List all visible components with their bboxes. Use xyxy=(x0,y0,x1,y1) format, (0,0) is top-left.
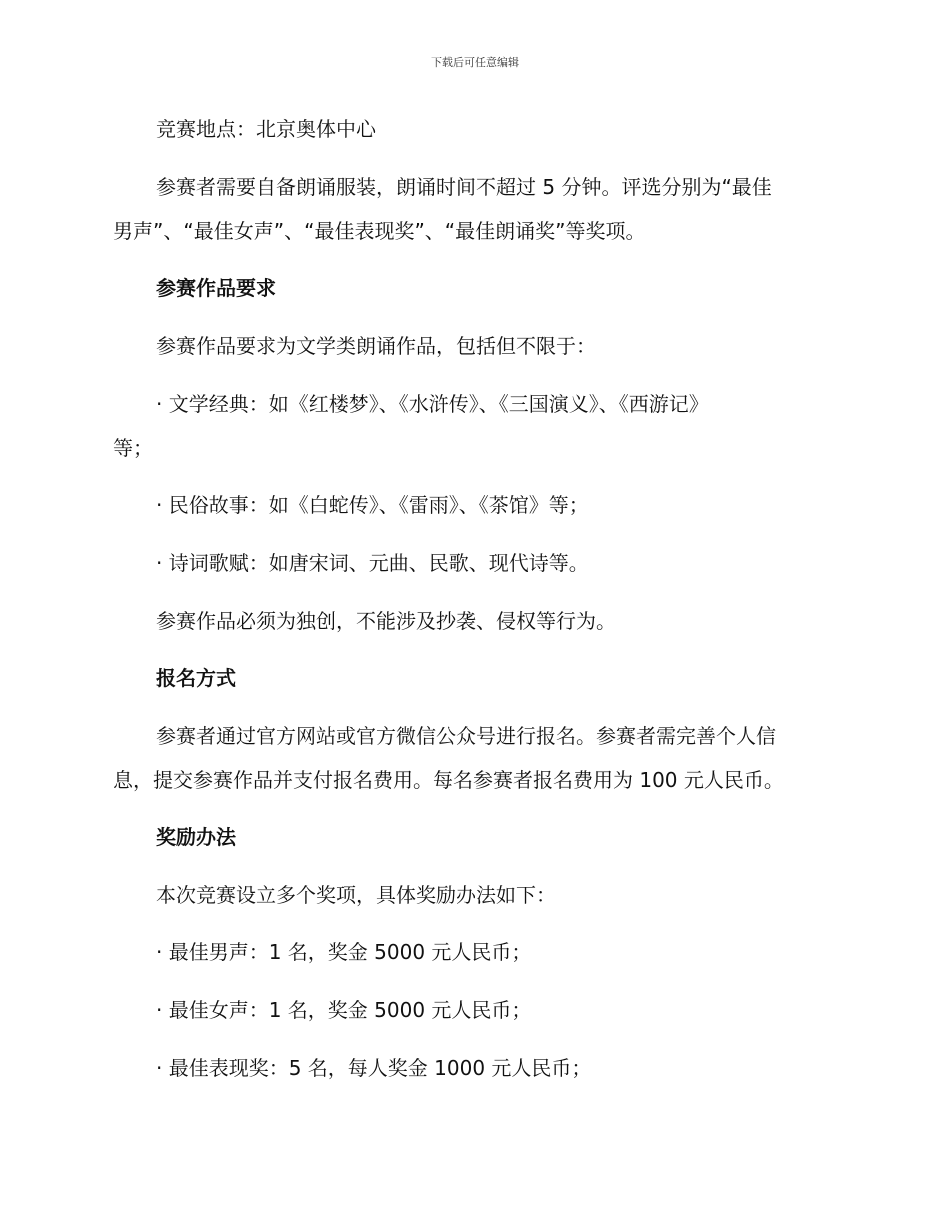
works-intro: 参赛作品要求为文学类朗诵作品，包括但不限于： xyxy=(156,334,596,358)
award-best-male-voice: · 最佳男声：1 名，奖金 5000 元人民币； xyxy=(156,940,532,964)
works-item-classics-continued: 等； xyxy=(113,436,153,460)
award-best-performance: · 最佳表现奖：5 名，每人奖金 1000 元人民币； xyxy=(156,1056,592,1080)
award-best-female-voice: · 最佳女声：1 名，奖金 5000 元人民币； xyxy=(156,998,532,1022)
works-heading: 参赛作品要求 xyxy=(156,276,276,300)
works-item-classics: · 文学经典：如《红楼梦》、《水浒传》、《三国演义》、《西游记》 xyxy=(156,392,709,416)
signup-heading: 报名方式 xyxy=(156,666,236,690)
awards-heading: 奖励办法 xyxy=(156,825,236,849)
requirement-paragraph-line-2: 男声”、“最佳女声”、“最佳表现奖”、“最佳朗诵奖”等奖项。 xyxy=(113,219,646,243)
requirement-paragraph-line-1: 参赛者需要自备朗诵服装，朗诵时间不超过 5 分钟。评选分别为“最佳 xyxy=(156,175,772,199)
signup-paragraph-line-1: 参赛者通过官方网站或官方微信公众号进行报名。参赛者需完善个人信 xyxy=(156,724,776,748)
awards-intro: 本次竞赛设立多个奖项，具体奖励办法如下： xyxy=(156,883,556,907)
location-paragraph: 竞赛地点：北京奥体中心 xyxy=(156,117,376,141)
works-item-folk-stories: · 民俗故事：如《白蛇传》、《雷雨》、《茶馆》等； xyxy=(156,493,589,517)
signup-paragraph-line-2: 息，提交参赛作品并支付报名费用。每名参赛者报名费用为 100 元人民币。 xyxy=(113,768,784,792)
header-note: 下载后可任意编辑 xyxy=(431,56,519,69)
works-item-poetry: · 诗词歌赋：如唐宋词、元曲、民歌、现代诗等。 xyxy=(156,551,589,575)
works-originality-note: 参赛作品必须为独创，不能涉及抄袭、侵权等行为。 xyxy=(156,609,616,633)
